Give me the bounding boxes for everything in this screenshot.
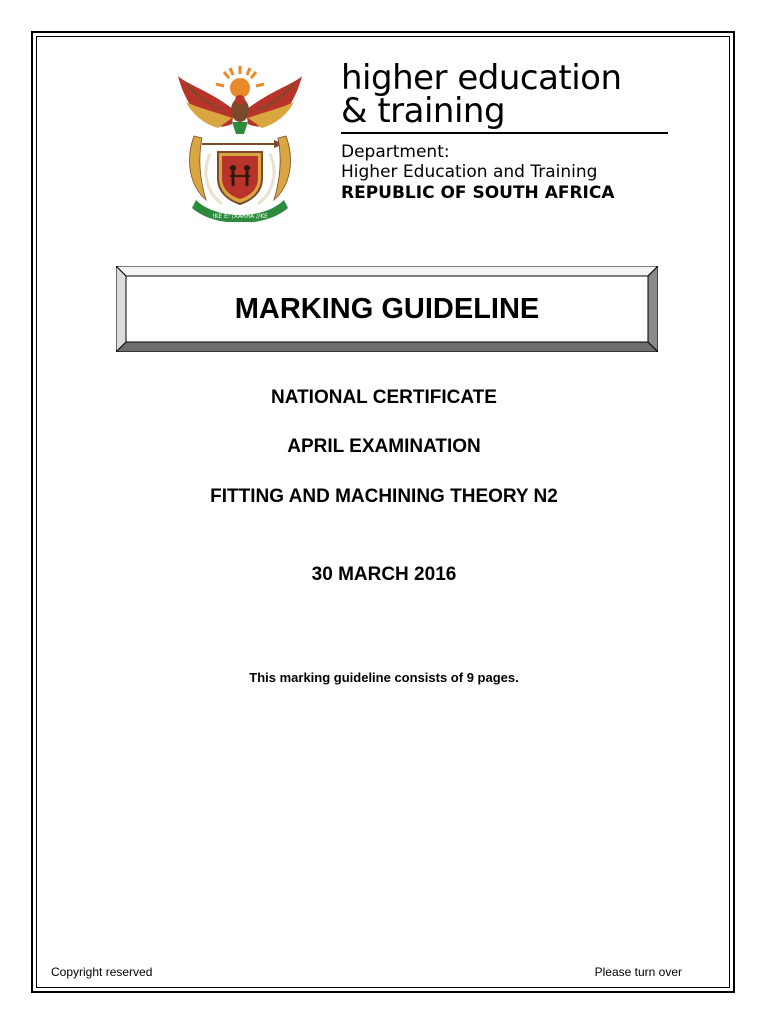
document-main-title: MARKING GUIDELINE <box>234 292 540 325</box>
sun-icon <box>216 66 264 98</box>
department-header <box>341 58 671 204</box>
certificate-line: NATIONAL CERTIFICATE <box>271 387 497 408</box>
coat-of-arms-logo <box>172 62 308 222</box>
department-label: Department: <box>341 142 450 162</box>
examination-line: APRIL EXAMINATION <box>287 436 481 457</box>
department-name: Higher Education and Training <box>341 162 598 182</box>
secretary-bird-icon <box>231 95 249 134</box>
crest-motto-text: !KE E: /XARRA //KE <box>212 213 268 220</box>
country-name: REPUBLIC OF SOUTH AFRICA <box>341 183 615 203</box>
exam-date: 30 MARCH 2016 <box>311 564 457 585</box>
header-divider <box>341 132 668 134</box>
footer-turn-over: Please turn over <box>594 965 682 979</box>
brand-title-line-1: higher education <box>341 58 622 98</box>
page-count-note: This marking guideline consists of 9 pages. <box>249 670 519 685</box>
footer-copyright: Copyright reserved <box>51 965 153 979</box>
subject-line: FITTING AND MACHINING THEORY N2 <box>210 486 558 507</box>
title-box <box>116 266 658 352</box>
shield-icon <box>218 152 262 204</box>
spear-icon <box>202 140 284 148</box>
brand-title-line-2: & training <box>341 91 506 131</box>
